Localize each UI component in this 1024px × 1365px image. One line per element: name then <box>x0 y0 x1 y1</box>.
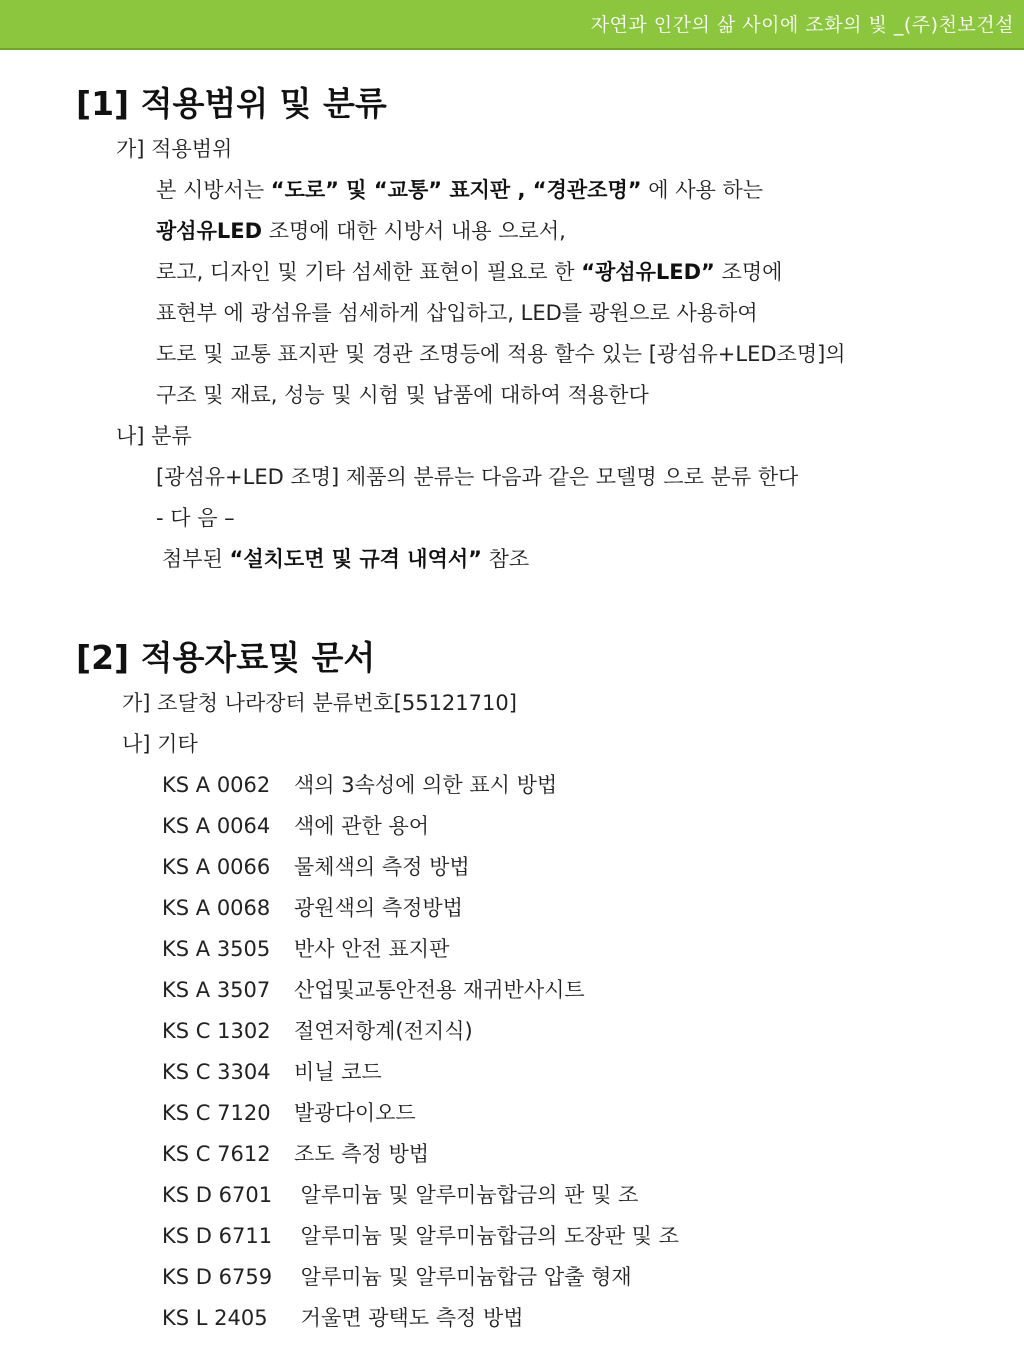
section1-paragraph-7: [광섬유+LED 조명] 제품의 분류는 다음과 같은 모델명 으로 분류 한다 <box>156 465 799 489</box>
standard-desc: 비닐 코드 <box>294 1060 382 1084</box>
standard-desc: 알루미늄 및 알루미늄합금 압출 형재 <box>294 1265 632 1289</box>
section2-sub-b: 나] 기타 <box>122 732 198 756</box>
section2-title: [2] 적용자료및 문서 <box>76 638 376 677</box>
section1-paragraph-2 <box>156 218 566 244</box>
standard-desc: 산업및교통안전용 재귀반사시트 <box>294 978 585 1002</box>
standard-code: KS L 2405 <box>162 1306 268 1330</box>
section1-paragraph-4: 표현부 에 광섬유를 섬세하게 삽입하고, LED를 광원으로 사용하여 <box>156 301 758 325</box>
standard-row <box>162 854 470 880</box>
p2-bold: 광섬유LED <box>156 219 263 243</box>
standard-row <box>162 1305 524 1331</box>
standard-desc: 색에 관한 용어 <box>294 814 430 838</box>
standard-desc: 거울면 광택도 측정 방법 <box>294 1306 524 1330</box>
standard-code: KS D 6759 <box>162 1265 273 1289</box>
standard-code: KS D 6701 <box>162 1183 273 1207</box>
standard-row <box>162 1264 632 1290</box>
standard-code: KS A 3505 <box>162 937 271 961</box>
section1-sub-b: 나] 분류 <box>116 424 192 448</box>
standard-desc: 알루미늄 및 알루미늄합금의 판 및 조 <box>294 1183 639 1207</box>
p3-bold: “광섬유LED” <box>581 260 715 284</box>
section1-paragraph-6: 구조 및 재료, 성능 및 시험 및 납품에 대하여 적용한다 <box>156 383 649 407</box>
standard-code: KS A 0068 <box>162 896 271 920</box>
section1-paragraph-9 <box>162 546 529 572</box>
standard-code: KS C 7612 <box>162 1142 271 1166</box>
standard-row <box>162 1141 429 1167</box>
standard-row <box>162 1182 638 1208</box>
p2-text: 조명에 대한 시방서 내용 으로서, <box>262 219 566 243</box>
p9-bold: “설치도면 및 규격 내역서” <box>229 547 482 571</box>
standard-code: KS A 0066 <box>162 855 271 879</box>
standard-desc: 조도 측정 방법 <box>294 1142 430 1166</box>
standard-row <box>162 1223 679 1249</box>
standard-row <box>162 1018 473 1044</box>
standard-code: KS C 1302 <box>162 1019 271 1043</box>
standard-desc: 물체색의 측정 방법 <box>294 855 470 879</box>
standard-row <box>162 936 449 962</box>
p3-text-1: 로고, 디자인 및 기타 섬세한 표현이 필요로 한 <box>156 260 582 284</box>
p1-text-2: 에 사용 하는 <box>641 178 764 202</box>
header-banner <box>0 0 1024 50</box>
standard-desc: 반사 안전 표지판 <box>294 937 450 961</box>
standard-row <box>162 895 463 921</box>
standard-desc: 알루미늄 및 알루미늄합금의 도장판 및 조 <box>294 1224 679 1248</box>
section1-paragraph-8: - 다 음 – <box>156 506 235 530</box>
p1-text-1: 본 시방서는 <box>156 178 271 202</box>
p1-bold: “도로” 및 “교통” 표지판 , “경관조명” <box>270 178 642 202</box>
standard-row <box>162 977 585 1003</box>
banner-text: 자연과 인간의 삶 사이에 조화의 빛 _(주)천보건설 <box>590 14 1014 36</box>
standard-code: KS A 0064 <box>162 814 271 838</box>
standard-row <box>162 813 429 839</box>
standard-code: KS D 6711 <box>162 1224 273 1248</box>
standard-row <box>162 1100 416 1126</box>
standard-code: KS C 3304 <box>162 1060 271 1084</box>
standard-code: KS C 7120 <box>162 1101 271 1125</box>
standard-desc: 절연저항계(전지식) <box>294 1019 473 1043</box>
standard-code: KS A 0062 <box>162 773 271 797</box>
section1-paragraph-3 <box>156 259 782 285</box>
section1-paragraph-1 <box>156 177 763 203</box>
standard-row <box>162 772 557 798</box>
standard-desc: 광원색의 측정방법 <box>294 896 463 920</box>
section2-sub-a: 가] 조달청 나라장터 분류번호[55121710] <box>122 691 517 715</box>
p3-text-2: 조명에 <box>714 260 783 284</box>
p9-text-2: 참조 <box>481 547 530 571</box>
section1-title: [1] 적용범위 및 분류 <box>76 84 387 123</box>
standard-row <box>162 1059 382 1085</box>
p9-text-1: 첨부된 <box>162 547 230 571</box>
standard-code: KS A 3507 <box>162 978 271 1002</box>
standard-desc: 색의 3속성에 의한 표시 방법 <box>294 773 558 797</box>
section1-paragraph-5: 도로 및 교통 표지판 및 경관 조명등에 적용 할수 있는 [광섬유+LED조명]의 <box>156 342 846 366</box>
standard-desc: 발광다이오드 <box>294 1101 416 1125</box>
section1-sub-a: 가] 적용범위 <box>116 137 233 161</box>
